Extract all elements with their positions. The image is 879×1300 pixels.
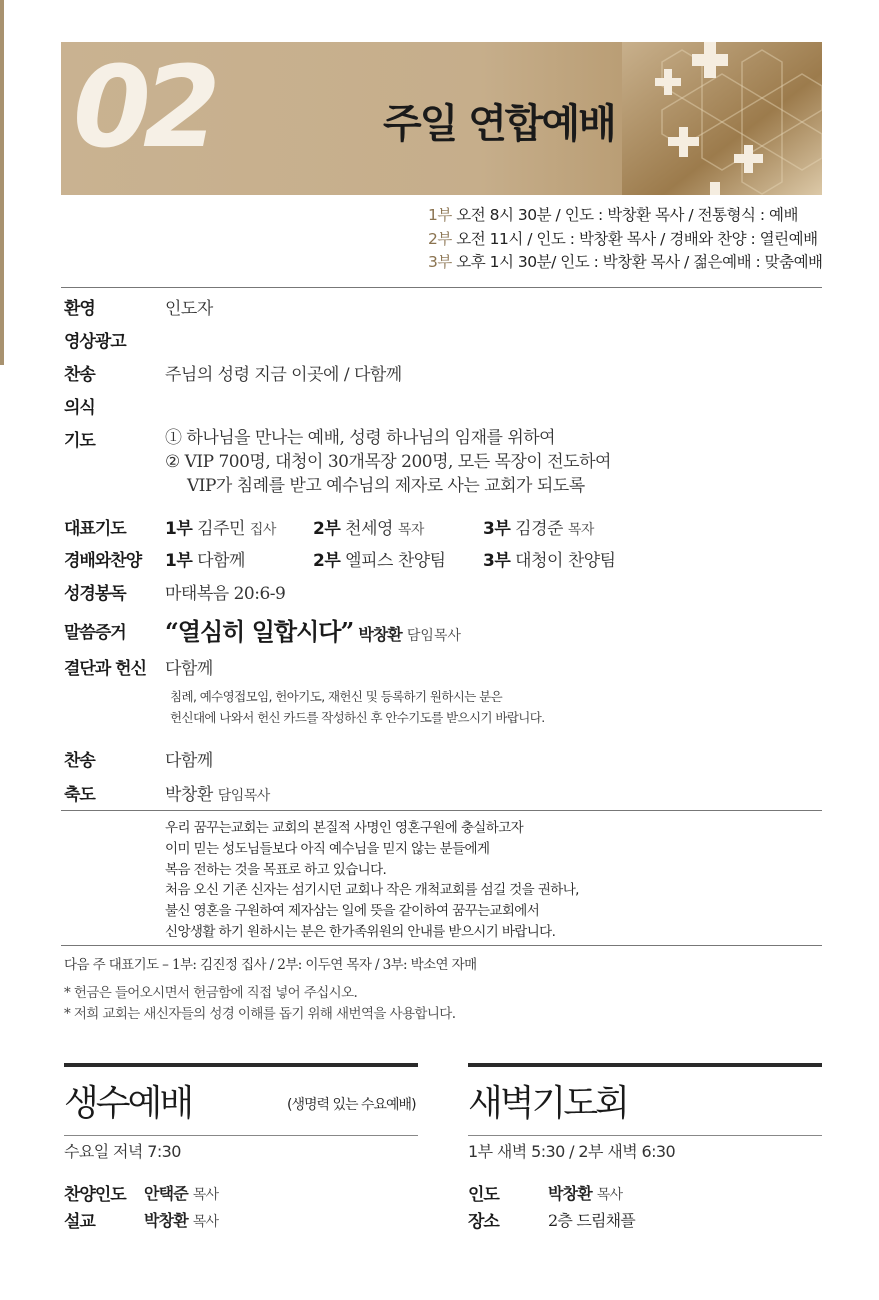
wednesday-row-label: 설교 [64, 1212, 95, 1232]
rep-prayer-3: 3부 김경준 목자 [483, 519, 594, 539]
prayer-line: ② VIP 700명, 대청이 30개목장 200명, 모든 목장이 전도하여 [165, 452, 611, 472]
benediction-label: 축도 [64, 785, 95, 805]
decision-note-line: 침례, 예수영접모임, 헌아기도, 재헌신 및 등록하기 원하시는 분은 [170, 689, 503, 704]
mission-line: 신앙생활 하기 원하시는 분은 한가족위원의 안내를 받으시기 바랍니다. [165, 923, 556, 940]
divider [468, 1135, 822, 1136]
cross-pattern-icon [622, 42, 822, 195]
wednesday-time: 수요일 저녁 7:30 [64, 1142, 181, 1161]
left-edge-strip [0, 0, 4, 365]
ritual-label: 의식 [64, 398, 95, 418]
welcome-label: 환영 [64, 299, 95, 319]
wednesday-top-rule [64, 1063, 418, 1067]
mission-line: 복음 전하는 것을 목표로 하고 있습니다. [165, 861, 387, 878]
hymn2-value: 다함께 [165, 751, 213, 771]
hymn-label: 찬송 [64, 365, 95, 385]
sermon-title: “열심히 일합시다” [165, 617, 354, 646]
next-week-prayer: 다음 주 대표기도 – 1부: 김진정 집사 / 2부: 이두연 목자 / 3부: 박소연 자매 [64, 957, 477, 973]
rep-prayer-label: 대표기도 [64, 519, 126, 539]
video-ad-label: 영상광고 [64, 332, 126, 352]
dawn-time: 1부 새벽 5:30 / 2부 새벽 6:30 [468, 1142, 676, 1161]
rep-prayer-2: 2부 천세영 목자 [313, 519, 424, 539]
dawn-top-rule [468, 1063, 822, 1067]
welcome-value: 인도자 [165, 299, 213, 319]
scripture-value: 마태복음 20:6-9 [165, 584, 286, 604]
sermon [165, 612, 461, 647]
mission-line: 우리 꿈꾸는교회는 교회의 본질적 사명인 영혼구원에 충실하고자 [165, 820, 524, 836]
dawn-title: 새벽기도회 [468, 1083, 627, 1124]
prayer-line: VIP가 침례를 받고 예수님의 제자로 사는 교회가 되도록 [187, 476, 585, 496]
schedule-line: 3부 오후 1시 30분/ 인도 : 박창환 목사 / 젊은예배 : 맞춤예배 [428, 253, 823, 271]
footnote: * 저희 교회는 새신자들의 성경 이해를 돕기 위해 새번역을 사용합니다. [64, 1006, 456, 1022]
prayer-line: ① 하나님을 만나는 예배, 성령 하나님의 임재를 위하여 [165, 428, 556, 448]
divider [61, 810, 822, 811]
mission-line: 불신 영혼을 구원하여 제자삼는 일에 뜻을 같이하여 꿈꾸는교회에서 [165, 903, 540, 920]
benediction-value: 박창환 담임목사 [165, 785, 270, 805]
sermon-label: 말씀증거 [64, 623, 126, 643]
dawn-row-label: 장소 [468, 1212, 499, 1232]
prayer-label: 기도 [64, 431, 95, 451]
praise-1: 1부 다함께 [165, 551, 245, 571]
hymn2-label: 찬송 [64, 751, 95, 771]
dawn-row-value: 박창환 목사 [548, 1184, 623, 1203]
decision-label: 결단과 헌신 [64, 659, 147, 679]
wednesday-row-label: 찬양인도 [64, 1185, 126, 1205]
praise-3: 3부 대청이 찬양팀 [483, 551, 616, 571]
decision-notes [170, 686, 545, 728]
hymn-value: 주님의 성령 지금 이곳에 / 다함께 [165, 365, 402, 385]
scripture-label: 성경봉독 [64, 584, 126, 604]
mission-line: 이미 믿는 성도님들보다 아직 예수님을 믿지 않는 분들에게 [165, 840, 490, 857]
dawn-row-label: 인도 [468, 1185, 499, 1205]
worship-praise-label: 경배와찬양 [64, 551, 142, 571]
decision-value: 다함께 [165, 659, 213, 679]
dawn-row-value: 2층 드림채플 [548, 1211, 635, 1230]
mission-statement [165, 818, 579, 943]
page-title: 주일 연합예배 [383, 101, 615, 147]
schedule-line: 2부 오전 11시 / 인도 : 박창환 목사 / 경배와 찬양 : 열린예배 [428, 229, 818, 248]
mission-line: 처음 오신 기존 신자는 섬기시던 교회나 작은 개척교회를 섬길 것을 권하나, [165, 882, 579, 899]
divider [64, 1135, 418, 1136]
footnote: * 헌금은 들어오시면서 헌금함에 직접 넣어 주십시오. [64, 985, 358, 1001]
divider [61, 287, 822, 288]
sermon-pastor-title: 담임목사 [406, 628, 461, 644]
wednesday-row-value: 안택준 목사 [144, 1184, 219, 1203]
wednesday-subtitle: (생명력 있는 수요예배) [287, 1097, 416, 1113]
section-number: 02 [73, 43, 213, 173]
service-schedule [428, 204, 823, 275]
footnotes [64, 983, 455, 1025]
sermon-pastor: 박창환 [358, 625, 402, 644]
rep-prayer-1: 1부 김주민 집사 [165, 519, 276, 539]
praise-2: 2부 엘피스 찬양팀 [313, 551, 446, 571]
prayer-lines [165, 426, 611, 498]
divider [61, 945, 822, 946]
schedule-line: 1부 오전 8시 30분 / 인도 : 박창환 목사 / 전통형식 : 예배 [428, 206, 798, 224]
decision-note-line: 헌신대에 나와서 헌신 카드를 작성하신 후 안수기도를 받으시기 바랍니다. [170, 710, 545, 725]
wednesday-title: 생수예배 [64, 1083, 192, 1124]
wednesday-row-value: 박창환 목사 [144, 1211, 219, 1230]
header-banner [61, 42, 822, 195]
